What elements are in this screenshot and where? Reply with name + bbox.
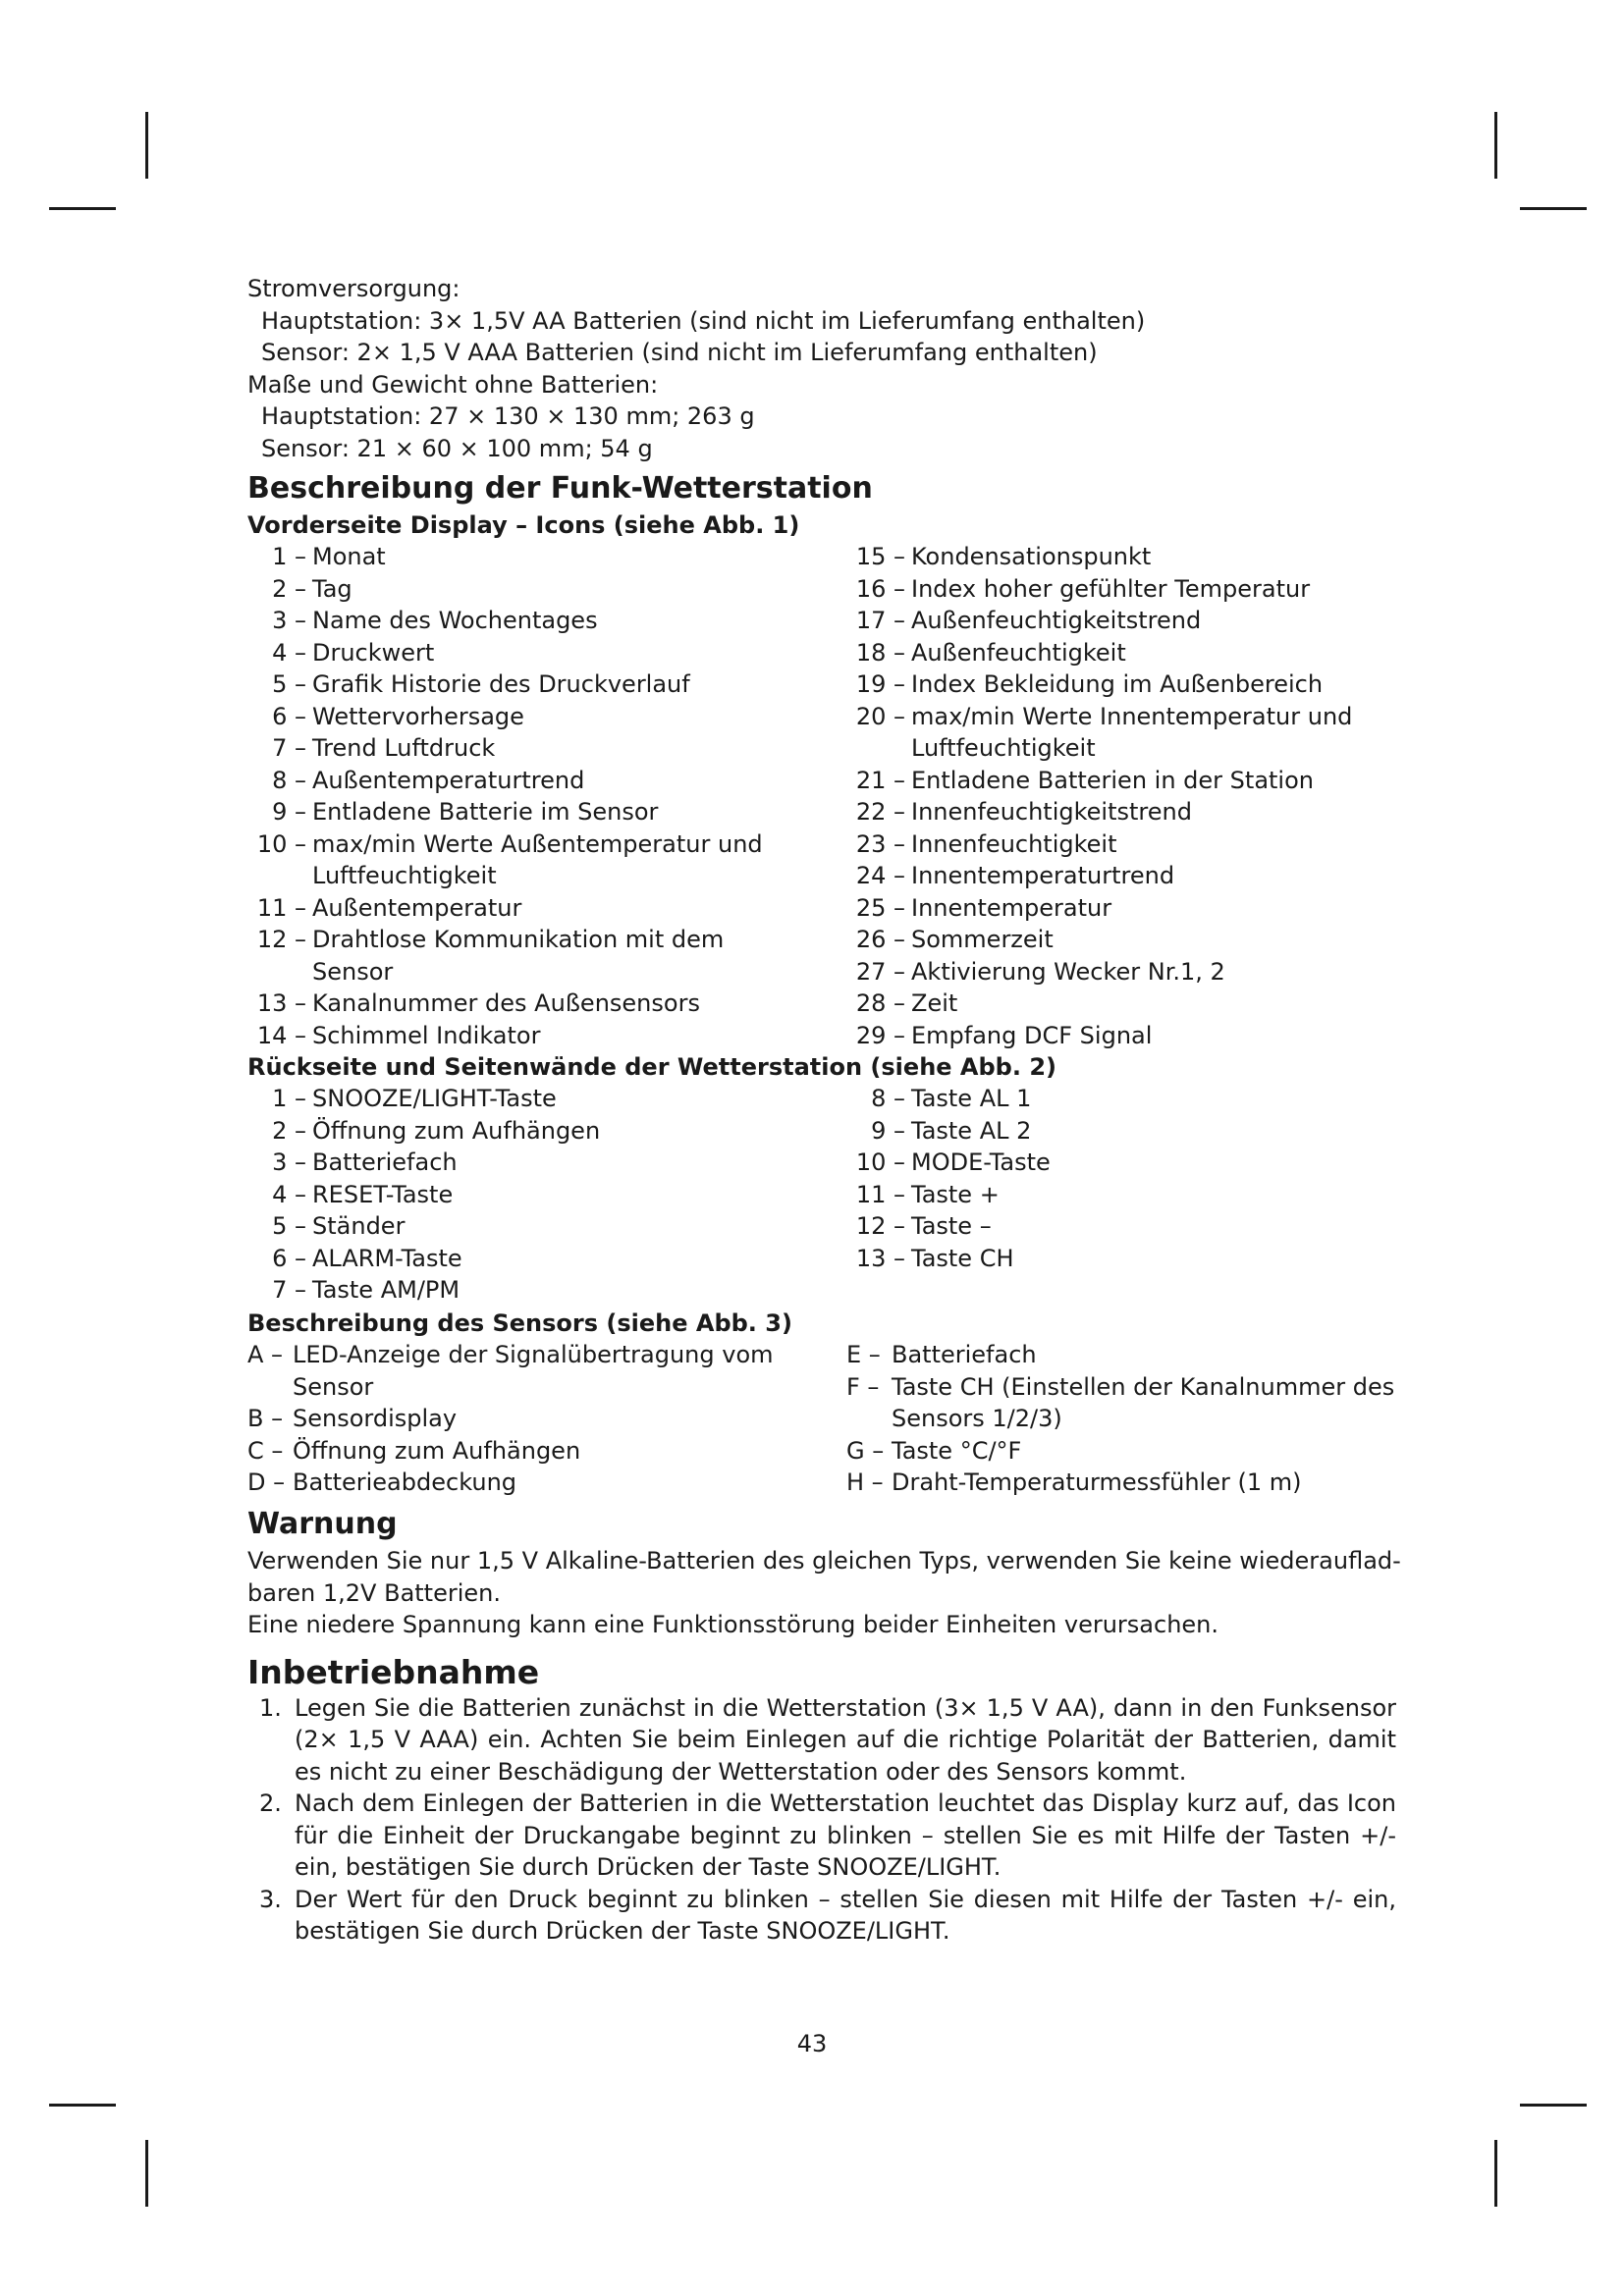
crop-mark-bottom-left-vertical [145,2140,148,2207]
list-item [247,1210,837,1243]
list-item-text: SNOOZE/LIGHT-Taste [312,1085,557,1112]
list-item-number: 6 – [272,1244,306,1272]
list-item [846,1210,1396,1243]
list-item [846,892,1396,925]
list-item [846,988,1396,1020]
section-title-setup: Inbetriebnahme [247,1652,540,1691]
list-item [846,1339,1396,1371]
setup-step-text: Legen Sie die Batterien zunächst in die Wetterstation (3× 1,5 V AA), dann in den Funksensor (2× 1,5 V AAA) ein. Achten Sie beim Einlegen auf die richtige Polarität der Batterien, damit es nicht zu einer Beschädigung der Wetterstation oder des Sensors kommt. [295,1693,1396,1786]
list-item-continuation: Sensor [293,1372,374,1401]
list-item-text: Empfang DCF Signal [911,1021,1153,1049]
list-item-number: 5 – [272,1212,306,1240]
list-item-number: G – [846,1436,885,1465]
list-item [247,1179,837,1211]
list-item [247,1115,837,1148]
list-item-text: Taste CH [911,1244,1014,1272]
list-item-number: 3 – [272,1148,306,1176]
list-item-text: Zeit [911,989,958,1017]
list-item-number: 25 – [855,893,905,922]
list-item-number: 7 – [272,734,306,762]
front-icons-right-column [846,541,1396,1051]
list-item [247,1083,837,1115]
list-item-number: F – [846,1372,880,1401]
list-item-text: Taste AL 2 [911,1116,1032,1145]
list-item-text: Name des Wochentages [312,607,598,634]
list-item-number: 12 – [256,926,306,953]
list-item-text: Außenfeuchtigkeit [911,638,1126,667]
list-item-text: Taste AM/PM [312,1276,460,1304]
list-item [846,1147,1396,1179]
list-item [247,828,837,861]
list-item [247,924,837,956]
list-item [247,573,837,606]
list-item-number: 11 – [855,1180,905,1208]
list-item-text: max/min Werte Innentemperatur und [911,702,1353,730]
list-item [247,1467,837,1499]
list-item-number: 3 – [272,607,306,634]
list-item [846,1467,1396,1499]
page-content [247,273,1401,1948]
list-item-text: Ständer [312,1212,406,1240]
list-item-number: 4 – [272,1180,306,1208]
list-item-number: 23 – [855,829,905,858]
list-item [247,1435,837,1468]
warning-paragraph-1-line-2: baren 1,2V Batterien. [247,1578,501,1607]
list-item [846,956,1396,988]
list-item [846,1083,1396,1115]
subsection-title-sensor: Beschreibung des Sensors (siehe Abb. 3) [247,1309,792,1337]
list-item-text: Index hoher gefühlter Temperatur [911,574,1311,603]
list-item-text: Aktivierung Wecker Nr.1, 2 [911,957,1225,986]
list-item-continuation: Sensor [312,957,394,986]
list-item [846,637,1396,669]
list-item-continuation: Luftfeuchtigkeit [911,734,1096,762]
list-item [846,668,1396,701]
setup-step-number: 3. [259,1885,282,1913]
list-item [247,1243,837,1275]
sensor-parts-list [247,1339,1396,1498]
subsection-title-front: Vorderseite Display – Icons (siehe Abb. 1) [247,511,800,539]
setup-step [259,1884,1396,1948]
setup-steps-list [259,1692,1396,1948]
list-item [846,1243,1396,1275]
list-item-text: max/min Werte Außentemperatur und [312,829,763,858]
list-item [846,1179,1396,1211]
crop-mark-bottom-right-horizontal [1520,2104,1587,2107]
list-item-text: Wettervorhersage [312,702,524,730]
list-item-text: Innenfeuchtigkeit [911,829,1117,858]
list-item-text: Außenfeuchtigkeitstrend [911,607,1202,634]
power-sensor: Sensor: 2× 1,5 V AAA Batterien (sind nicht im Lieferumfang enthalten) [261,339,1098,366]
list-item-number: 9 – [871,1116,905,1145]
list-item-text: Entladene Batterien in der Station [911,766,1314,794]
list-item-number: 4 – [272,638,306,667]
list-item-text: Innentemperaturtrend [911,862,1175,889]
list-item-number: 1 – [272,1085,306,1112]
list-item-text: Druckwert [312,638,435,667]
list-item [846,605,1396,637]
list-item-text: Batteriefach [892,1341,1037,1368]
list-item-text: Entladene Batterie im Sensor [312,798,659,826]
list-item [247,1274,837,1307]
list-item [846,701,1396,733]
list-item-text: Taste + [911,1180,1000,1208]
list-item [846,1435,1396,1468]
list-item [846,828,1396,861]
list-item-number: B – [247,1405,284,1432]
list-item [247,541,837,573]
list-item [846,1371,1396,1404]
list-item [846,1020,1396,1052]
list-item-text: Kanalnummer des Außensensors [312,989,700,1017]
list-item-text: Schimmel Indikator [312,1021,541,1049]
setup-step-text: Der Wert für den Druck beginnt zu blinken – stellen Sie diesen mit Hilfe der Tasten +/- ein, bestätigen Sie durch Drücken der Taste SNOOZE/LIGHT. [295,1885,1396,1945]
setup-step-number: 2. [259,1789,282,1817]
back-parts-list [247,1083,1396,1306]
subsection-title-back: Rückseite und Seitenwände der Wetterstation (siehe Abb. 2) [247,1053,1056,1081]
list-item-number: 19 – [855,670,905,698]
list-item [846,796,1396,828]
list-item-number: 24 – [855,862,905,889]
dimensions-main-station: Hauptstation: 27 × 130 × 130 mm; 263 g [261,402,755,430]
list-item-text: Taste AL 1 [911,1085,1032,1112]
list-item-number: 20 – [855,702,905,730]
list-item-text: Batterieabdeckung [293,1468,517,1496]
list-item-number: 15 – [855,543,905,570]
list-item-number: 21 – [855,766,905,794]
list-item-text: LED-Anzeige der Signalübertragung vom [293,1341,774,1368]
list-item-text: Sensordisplay [293,1405,458,1432]
list-item-number: 2 – [272,1116,306,1145]
list-item-text: Drahtlose Kommunikation mit dem [312,926,725,953]
setup-step [259,1692,1396,1789]
list-item-number: 27 – [855,957,905,986]
setup-step [259,1788,1396,1884]
list-item-text: Öffnung zum Aufhängen [293,1436,581,1465]
list-item [247,732,837,765]
list-item-text: Außentemperaturtrend [312,766,585,794]
crop-mark-top-left-vertical [145,112,148,179]
list-item-number: E – [846,1341,881,1368]
list-item-number: D – [247,1468,286,1496]
list-item-number: 2 – [272,574,306,603]
list-item-number: 10 – [855,1148,905,1176]
list-item-number: C – [247,1436,284,1465]
list-item-number: 7 – [272,1276,306,1304]
list-item-text: Sommerzeit [911,926,1054,953]
crop-mark-top-left-horizontal [49,207,116,210]
list-item-number: A – [247,1341,284,1368]
list-item-number: 12 – [855,1212,905,1240]
list-item [846,541,1396,573]
list-item-text: Trend Luftdruck [312,734,496,762]
list-item-number: 29 – [855,1021,905,1049]
back-parts-left-column [247,1083,837,1307]
dimensions-sensor: Sensor: 21 × 60 × 100 mm; 54 g [261,434,653,462]
list-item-number: 11 – [256,893,306,922]
list-item [247,1403,837,1435]
list-item-number: 28 – [855,989,905,1017]
crop-mark-top-right-horizontal [1520,207,1587,210]
section-title-description: Beschreibung der Funk-Wetterstation [247,471,873,506]
list-item-text: Öffnung zum Aufhängen [312,1116,601,1145]
list-item [846,573,1396,606]
list-item [846,924,1396,956]
list-item-continuation: Sensors 1/2/3) [892,1405,1062,1432]
list-item-number: 10 – [256,829,306,858]
list-item [846,765,1396,797]
list-item-text: Taste CH (Einstellen der Kanalnummer des [892,1372,1395,1401]
sensor-parts-left-column [247,1339,837,1499]
sensor-parts-right-column [846,1339,1396,1499]
list-item-number: H – [846,1468,884,1496]
crop-mark-bottom-left-horizontal [49,2104,116,2107]
list-item [247,1147,837,1179]
list-item-number: 9 – [272,798,306,826]
list-item [247,1339,837,1371]
list-item [247,605,837,637]
list-item-text: Monat [312,543,386,570]
list-item-number: 22 – [855,798,905,826]
list-item-text: MODE-Taste [911,1148,1051,1176]
list-item-number: 16 – [855,574,905,603]
power-heading: Stromversorgung: [247,275,460,302]
power-main-station: Hauptstation: 3× 1,5V AA Batterien (sind nicht im Lieferumfang enthalten) [261,306,1146,335]
list-item [846,860,1396,892]
list-item-number: 13 – [256,989,306,1017]
setup-step-number: 1. [259,1693,282,1722]
page-number: 43 [796,2030,828,2057]
setup-step-text: Nach dem Einlegen der Batterien in die Wetterstation leuchtet das Display kurz auf, das Icon für die Einheit der Druckangabe beginnt zu blinken – stellen Sie es mit Hilfe der Tasten +/- ein, bestätigen Sie durch Drücken der Taste SNOOZE/LIGHT. [295,1789,1396,1881]
list-item-number: 8 – [272,766,306,794]
list-item-text: Innentemperatur [911,893,1112,922]
list-item-text: RESET-Taste [312,1180,454,1208]
list-item-number: 18 – [855,638,905,667]
list-item-number: 26 – [855,926,905,953]
list-item-number: 6 – [272,702,306,730]
list-item [247,765,837,797]
list-item [247,1020,837,1052]
list-item-text: ALARM-Taste [312,1244,462,1272]
list-item [247,988,837,1020]
crop-mark-top-right-vertical [1494,112,1497,179]
warning-paragraph-1-line-1: Verwenden Sie nur 1,5 V Alkaline-Batterien des gleichen Typs, verwenden Sie keine wiederauflad- [247,1547,1401,1575]
crop-mark-bottom-right-vertical [1494,2140,1497,2207]
list-item-text: Draht-Temperaturmessfühler (1 m) [892,1468,1302,1496]
list-item [247,892,837,925]
list-item-continuation: Luftfeuchtigkeit [312,862,497,889]
list-item-number: 13 – [855,1244,905,1272]
list-item [247,637,837,669]
list-item-text: Grafik Historie des Druckverlauf [312,670,690,698]
list-item-text: Außentemperatur [312,893,522,922]
list-item [247,668,837,701]
list-item-text: Taste °C/°F [892,1436,1022,1465]
list-item [247,701,837,733]
list-item-number: 14 – [256,1021,306,1049]
list-item-number: 17 – [855,607,905,634]
list-item-text: Kondensationspunkt [911,543,1152,570]
dimensions-heading: Maße und Gewicht ohne Batterien: [247,370,659,399]
list-item-number: 1 – [272,543,306,570]
section-title-warning: Warnung [247,1507,398,1541]
list-item-text: Batteriefach [312,1148,458,1176]
back-parts-right-column [846,1083,1396,1274]
front-icons-left-column [247,541,837,1051]
list-item-number: 5 – [272,670,306,698]
list-item-text: Index Bekleidung im Außenbereich [911,670,1324,698]
list-item [247,796,837,828]
list-item [846,1115,1396,1148]
warning-paragraph-2: Eine niedere Spannung kann eine Funktionsstörung beider Einheiten verursachen. [247,1611,1219,1638]
list-item-number: 8 – [871,1085,905,1112]
list-item-text: Innenfeuchtigkeitstrend [911,798,1192,826]
front-icons-list [247,541,1396,1049]
list-item-text: Taste – [911,1212,992,1240]
list-item-text: Tag [312,574,352,603]
